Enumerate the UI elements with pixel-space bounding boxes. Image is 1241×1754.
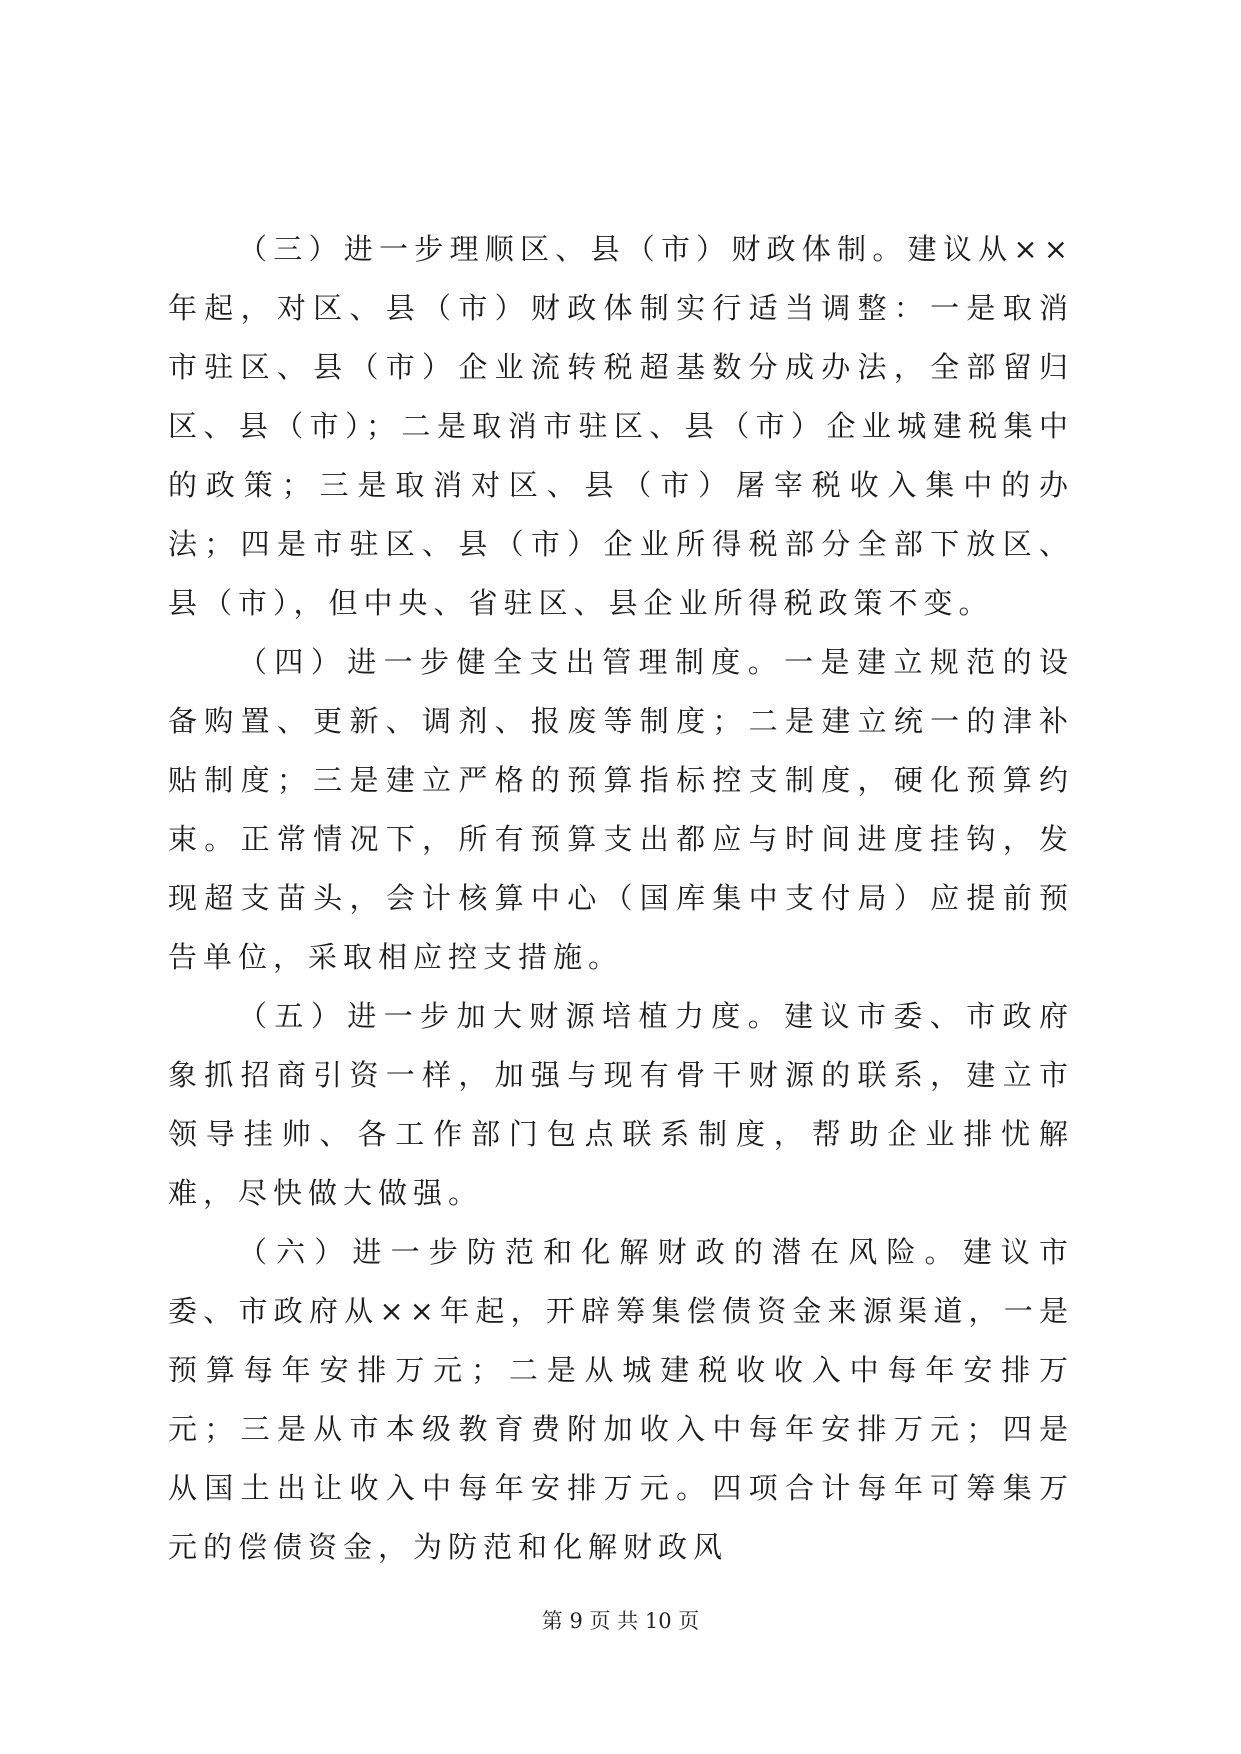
- paragraph-section-6: （六）进一步防范和化解财政的潜在风险。建议市委、市政府从××年起，开辟筹集偿债资金来源渠道，一是预算每年安排万元；二是从城建税收收入中每年安排万元；三是从市本级教育费附加收入中每年安排万元；四是从国土出让收入中每年安排万元。四项合计每年可筹集万元的偿债资金，为防范和化解财政风: [168, 1235, 1074, 1564]
- paragraph-section-5: （五）进一步加大财源培植力度。建议市委、市政府象抓招商引资一样，加强与现有骨干财源的联系，建立市领导挂帅、各工作部门包点联系制度，帮助企业排忧解难，尽快做大做强。: [168, 999, 1074, 1210]
- page-number-footer: 第 9 页 共 10 页: [541, 1609, 700, 1633]
- paragraph-section-3: （三）进一步理顺区、县（市）财政体制。建议从××年起，对区、县（市）财政体制实行适当调整：一是取消市驻区、县（市）企业流转税超基数分成办法，全部留归区、县（市）；二是取消市驻区、县（市）企业城建税集中的政策；三是取消对区、县（市）屠宰税收入集中的办法；四是市驻区、县（市）企业所得税部分全部下放区、县（市），但中央、省驻区、县企业所得税政策不变。: [168, 232, 1074, 620]
- document-body: [168, 220, 1074, 1577]
- paragraph-section-4: （四）进一步健全支出管理制度。一是建立规范的设备购置、更新、调剂、报废等制度；二是建立统一的津补贴制度；三是建立严格的预算指标控支制度，硬化预算约束。正常情况下，所有预算支出都应与时间进度挂钩，发现超支苗头，会计核算中心（国库集中支付局）应提前预告单位，采取相应控支措施。: [168, 645, 1074, 974]
